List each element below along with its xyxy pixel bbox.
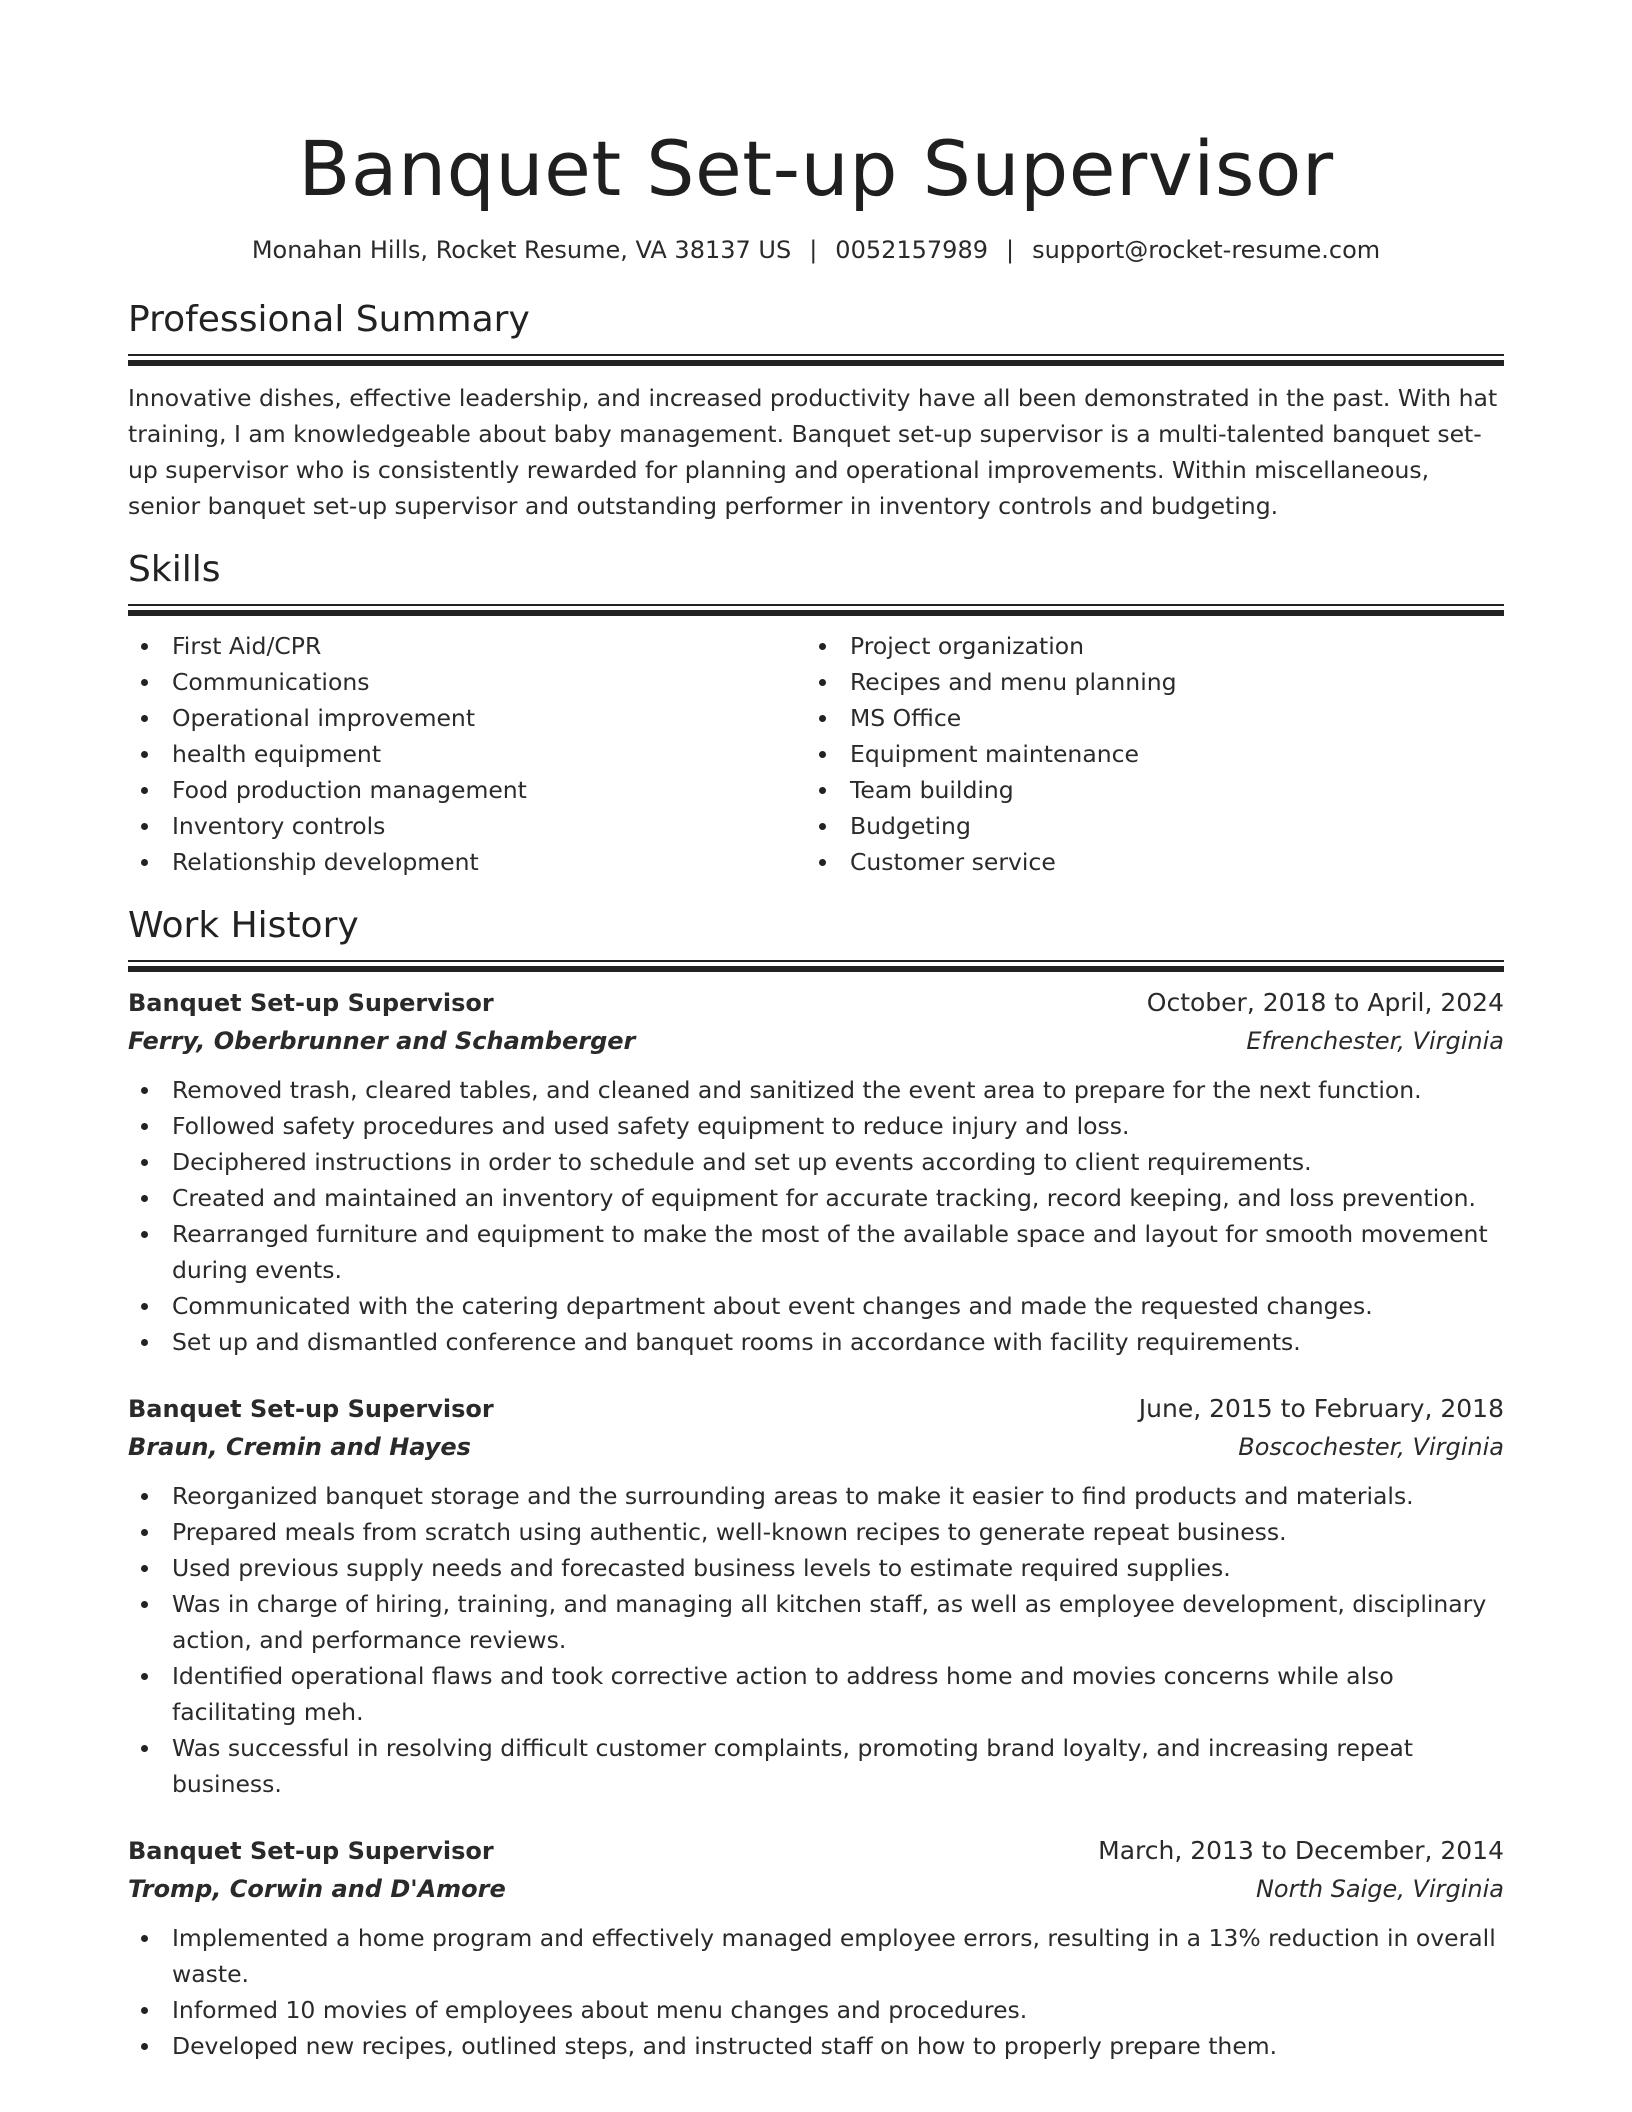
- skills-section: [128, 546, 1504, 880]
- duty-item: Set up and dismantled conference and banquet rooms in accordance with facility requirements.: [128, 1324, 1504, 1360]
- skill-item: Customer service: [806, 844, 1484, 880]
- duty-item: Informed 10 movies of employees about menu changes and procedures.: [128, 1992, 1504, 2028]
- job-header: [128, 1832, 1504, 1870]
- skill-item: Recipes and menu planning: [806, 664, 1484, 700]
- job-title: Banquet Set-up Supervisor: [128, 1395, 494, 1423]
- job-company: Ferry, Oberbrunner and Schamberger: [128, 1027, 636, 1055]
- duty-item: Was successful in resolving difficult customer complaints, promoting brand loyalty, and increasing repeat business.: [128, 1730, 1504, 1802]
- job-subheader: [128, 1428, 1504, 1466]
- job-location: Efrenchester, Virginia: [1246, 1027, 1504, 1055]
- skills-heading: Skills: [128, 549, 221, 590]
- skills-right-column: [806, 628, 1484, 880]
- skill-item: Relationship development: [128, 844, 806, 880]
- job-duties: [128, 1478, 1504, 1802]
- duty-item: Communicated with the catering department about event changes and made the requested changes.: [128, 1288, 1504, 1324]
- resume-page: [128, 0, 1504, 2064]
- skill-item: Equipment maintenance: [806, 736, 1484, 772]
- duty-item: Created and maintained an inventory of equipment for accurate tracking, record keeping, and loss prevention.: [128, 1180, 1504, 1216]
- job-title: Banquet Set-up Supervisor: [128, 1837, 494, 1865]
- job-duties: [128, 1920, 1504, 2064]
- skills-left-column: [128, 628, 806, 880]
- section-divider: [128, 354, 1504, 366]
- skill-item: Budgeting: [806, 808, 1484, 844]
- skill-item: Inventory controls: [128, 808, 806, 844]
- job-entry: [128, 1390, 1504, 1802]
- skill-item: Operational improvement: [128, 700, 806, 736]
- duty-item: Prepared meals from scratch using authentic, well-known recipes to generate repeat business.: [128, 1514, 1504, 1550]
- skill-item: Communications: [128, 664, 806, 700]
- job-company: Tromp, Corwin and D'Amore: [128, 1875, 506, 1903]
- job-entry: [128, 984, 1504, 1360]
- job-dates: October, 2018 to April, 2024: [1146, 988, 1504, 1017]
- summary-heading: Professional Summary: [128, 299, 530, 340]
- job-entry: [128, 1832, 1504, 2064]
- duty-item: Removed trash, cleared tables, and cleaned and sanitized the event area to prepare for the next function.: [128, 1072, 1504, 1108]
- duty-item: Implemented a home program and effectively managed employee errors, resulting in a 13% reduction in overall waste.: [128, 1920, 1504, 1992]
- contact-separator: |: [1006, 236, 1015, 264]
- skill-item: MS Office: [806, 700, 1484, 736]
- job-title: Banquet Set-up Supervisor: [128, 989, 494, 1017]
- work-history-section: [128, 902, 1504, 2064]
- job-company: Braun, Cremin and Hayes: [128, 1433, 471, 1461]
- contact-email[interactable]: support@rocket-resume.com: [1032, 236, 1381, 264]
- job-location: North Saige, Virginia: [1255, 1875, 1504, 1903]
- skill-item: Team building: [806, 772, 1484, 808]
- duty-item: Used previous supply needs and forecasted business levels to estimate required supplies.: [128, 1550, 1504, 1586]
- skill-item: Project organization: [806, 628, 1484, 664]
- duty-item: Developed new recipes, outlined steps, and instructed staff on how to properly prepare them.: [128, 2028, 1504, 2064]
- job-subheader: [128, 1022, 1504, 1060]
- duty-item: Was in charge of hiring, training, and managing all kitchen staff, as well as employee development, disciplinary action, and performance reviews.: [128, 1586, 1504, 1658]
- duty-item: Followed safety procedures and used safety equipment to reduce injury and loss.: [128, 1108, 1504, 1144]
- job-duties: [128, 1072, 1504, 1360]
- skill-item: health equipment: [128, 736, 806, 772]
- job-location: Boscochester, Virginia: [1238, 1433, 1504, 1461]
- duty-item: Rearranged furniture and equipment to make the most of the available space and layout for smooth movement during events.: [128, 1216, 1504, 1288]
- skill-item: First Aid/CPR: [128, 628, 806, 664]
- summary-section: [128, 296, 1504, 524]
- skills-columns: [128, 628, 1504, 880]
- contact-phone: 0052157989: [835, 236, 988, 264]
- job-dates: March, 2013 to December, 2014: [1098, 1836, 1504, 1865]
- summary-text: Innovative dishes, effective leadership, and increased productivity have all been demonstrated in the past. With hat training, I am knowledgeable about baby management. Banquet set-up supervisor is a multi-talented banquet set-up supervisor who is consistently rewarded for planning and operational improvements. Within miscellaneous, senior banquet set-up supervisor and outstanding performer in inventory controls and budgeting.: [128, 384, 1498, 520]
- job-header: [128, 984, 1504, 1022]
- work-history-heading: Work History: [128, 905, 359, 946]
- duty-item: Reorganized banquet storage and the surrounding areas to make it easier to find products and materials.: [128, 1478, 1504, 1514]
- duty-item: Identified operational flaws and took corrective action to address home and movies concerns while also facilitating meh.: [128, 1658, 1504, 1730]
- job-dates: June, 2015 to February, 2018: [1138, 1394, 1504, 1423]
- resume-title: Banquet Set-up Supervisor: [298, 124, 1334, 213]
- section-divider: [128, 960, 1504, 972]
- skill-item: Food production management: [128, 772, 806, 808]
- job-header: [128, 1390, 1504, 1428]
- contact-separator: |: [809, 236, 818, 264]
- contact-line: [128, 234, 1504, 266]
- job-subheader: [128, 1870, 1504, 1908]
- contact-address: Monahan Hills, Rocket Resume, VA 38137 US: [251, 236, 792, 264]
- section-divider: [128, 604, 1504, 616]
- duty-item: Deciphered instructions in order to schedule and set up events according to client requirements.: [128, 1144, 1504, 1180]
